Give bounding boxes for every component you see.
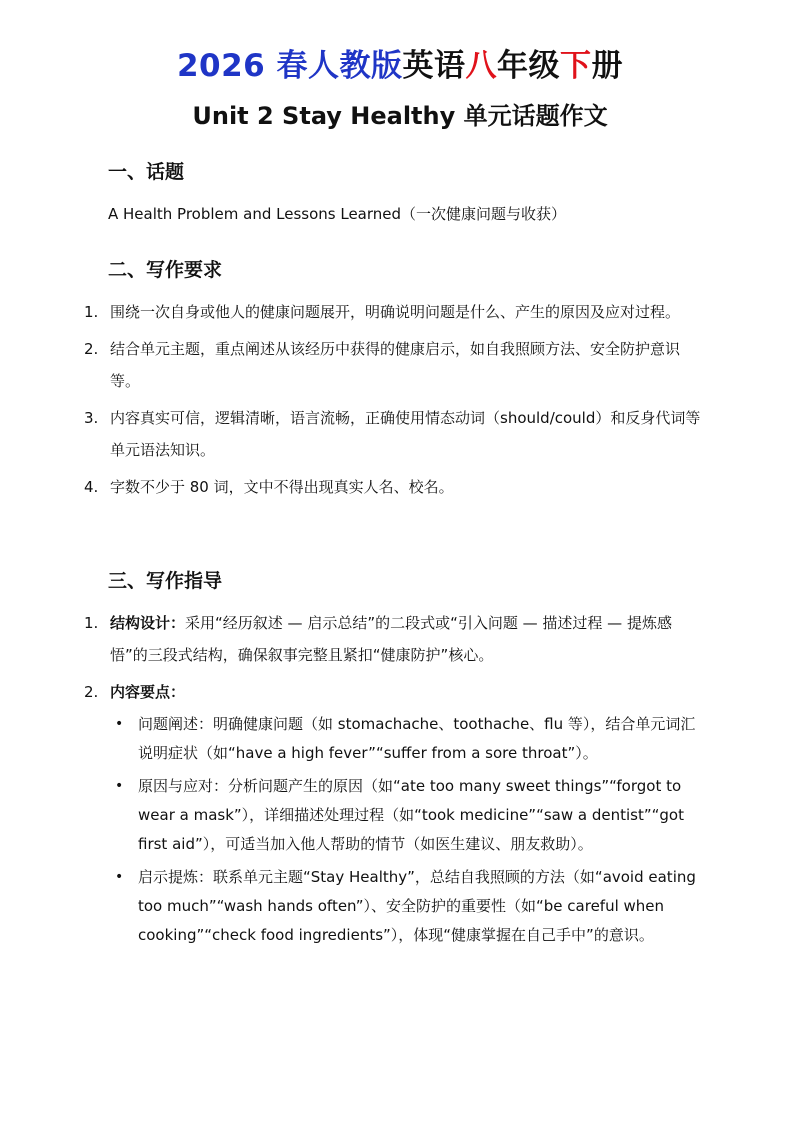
item-text: 内容真实可信，逻辑清晰，语言流畅，正确使用情态动词（should/could）和反身代词等单元语法知识。 — [110, 409, 701, 459]
topic-text: A Health Problem and Lessons Learned（一次健康问题与收获） — [108, 205, 567, 223]
document-title — [0, 44, 800, 88]
list-item — [84, 296, 704, 328]
item-text: 结合单元主题，重点阐述从该经历中获得的健康启示，如自我照顾方法、安全防护意识等。 — [110, 340, 681, 390]
item-number: 2. — [84, 683, 99, 701]
section-heading-guidance: 三、写作指导 — [108, 570, 223, 592]
list-item — [84, 402, 704, 466]
list-item — [84, 333, 704, 397]
list-item — [84, 471, 704, 503]
item-label: 结构设计： — [110, 614, 186, 632]
item-number: 3. — [84, 409, 99, 427]
bullet-text: 问题阐述：明确健康问题（如 stomachache、toothache、flu 等），结合单元词汇说明症状（如“have a high fever”“suffer from a sore throat”）。 — [138, 715, 696, 762]
content-points-list — [110, 710, 704, 950]
item-text: 字数不少于 80 词，文中不得出现真实人名、校名。 — [110, 478, 454, 496]
item-number: 1. — [84, 303, 99, 321]
title-part-3: 八 — [465, 48, 498, 84]
title-part-6: 册 — [591, 48, 624, 84]
title-part-1: 2026 春人教版 — [176, 48, 403, 84]
title-part-2: 英语 — [402, 48, 466, 84]
bullet-icon: • — [115, 869, 124, 885]
item-number: 4. — [84, 478, 99, 496]
item-number: 2. — [84, 340, 99, 358]
bullet-item — [110, 863, 704, 950]
list-item — [84, 676, 704, 950]
document-subtitle: Unit 2 Stay Healthy 单元话题作文 — [192, 102, 608, 130]
item-number: 1. — [84, 614, 99, 632]
bullet-text: 启示提炼：联系单元主题“Stay Healthy”，总结自我照顾的方法（如“avoid eating too much”“wash hands often”）、安全防护的重要性（如“be careful when cooking”“check food ingredients”），体现“健康掌握在自己手中”的意识。 — [138, 868, 696, 944]
bullet-icon: • — [115, 716, 124, 732]
bullet-item — [110, 772, 704, 859]
bullet-item — [110, 710, 704, 768]
section-heading-requirements: 二、写作要求 — [108, 259, 223, 281]
item-text: 采用“经历叙述 — 启示总结”的二段式或“引入问题 — 描述过程 — 提炼感悟”的三段式结构，确保叙事完整且紧扣“健康防护”核心。 — [110, 614, 672, 664]
list-item — [84, 607, 704, 671]
requirements-list — [84, 296, 704, 508]
bullet-icon: • — [115, 778, 124, 794]
guidance-list — [84, 607, 704, 955]
title-part-5: 下 — [560, 48, 592, 84]
section-heading-topic: 一、话题 — [108, 161, 185, 183]
title-part-4: 年级 — [497, 48, 561, 84]
item-text: 围绕一次自身或他人的健康问题展开，明确说明问题是什么、产生的原因及应对过程。 — [110, 303, 681, 321]
item-label: 内容要点： — [110, 683, 186, 701]
bullet-text: 原因与应对：分析问题产生的原因（如“ate too many sweet things”“forgot to wear a mask”），详细描述处理过程（如“took medicine”“saw a dentist”“got first aid”），可适当加入他人帮助的情节（如医生建议、朋友救助）。 — [138, 777, 684, 853]
